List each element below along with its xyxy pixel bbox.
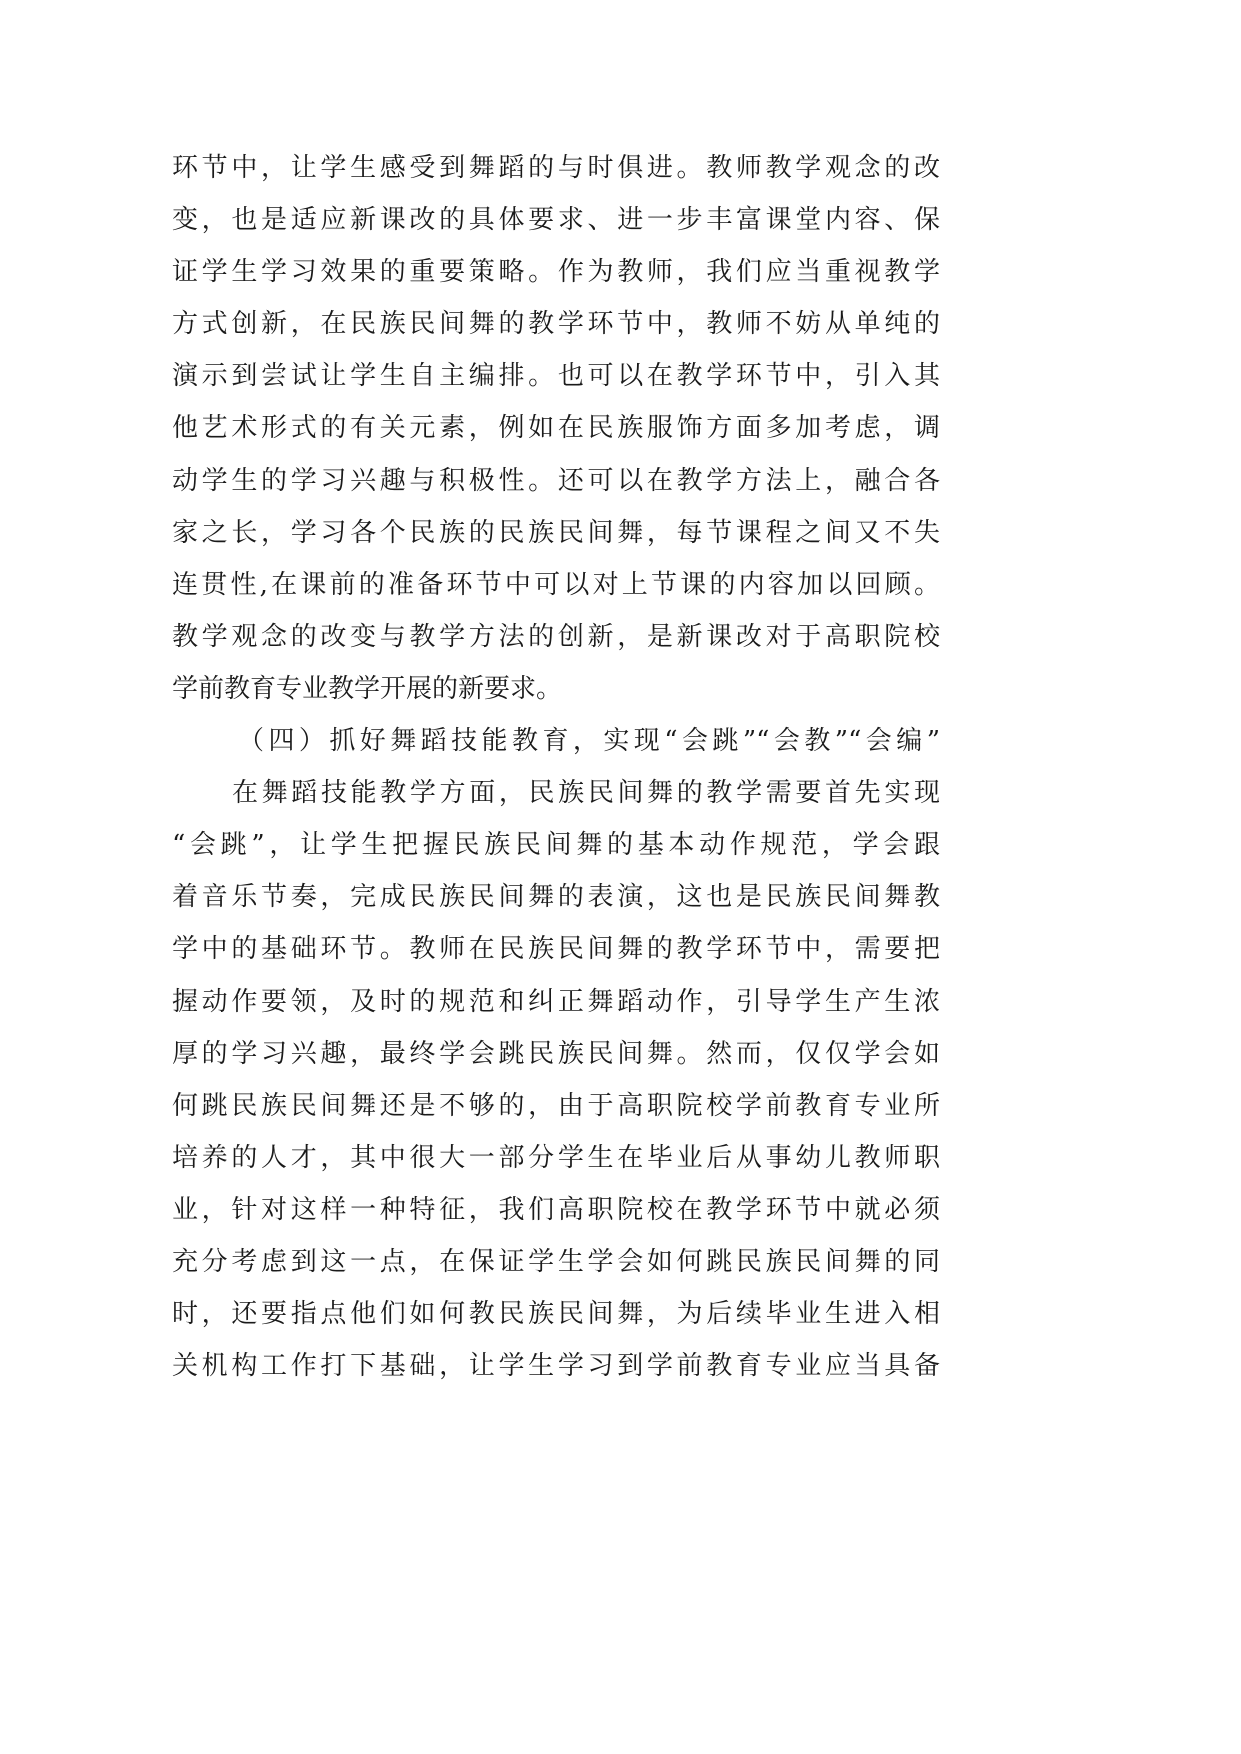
text-line: 变，也是适应新课改的具体要求、进一步丰富课堂内容、保 [172,205,940,236]
text-line: 业，针对这样一种特征，我们高职院校在教学环节中就必须 [172,1194,940,1225]
text-line: 学前教育专业教学开展的新要求。 [172,673,563,704]
text-line: 充分考虑到这一点，在保证学生学会如何跳民族民间舞的同 [172,1246,940,1277]
page-body-text [172,142,940,1392]
text-line: 演示到尝试让学生自主编排。也可以在教学环节中，引入其 [172,361,940,392]
text-line: 方式创新，在民族民间舞的教学环节中，教师不妨从单纯的 [172,309,940,340]
text-line: 握动作要领，及时的规范和纠正舞蹈动作，引导学生产生浓 [172,986,940,1017]
text-line: 他艺术形式的有关元素，例如在民族服饰方面多加考虑，调 [172,413,940,444]
body-paragraph [172,767,940,1392]
text-line: 教学观念的改变与教学方法的创新，是新课改对于高职院校 [172,621,940,652]
text-line: 着音乐节奏，完成民族民间舞的表演，这也是民族民间舞教 [172,882,940,913]
text-line: 何跳民族民间舞还是不够的，由于高职院校学前教育专业所 [172,1090,940,1121]
text-line: 证学生学习效果的重要策略。作为教师，我们应当重视教学 [172,257,940,288]
text-line: 动学生的学习兴趣与积极性。还可以在教学方法上，融合各 [172,465,940,496]
text-line: 环节中，让学生感受到舞蹈的与时俱进。教师教学观念的改 [172,153,940,183]
section-heading: （四）抓好舞蹈技能教育，实现“会跳”“会教”“会编” [238,726,940,757]
text-line: 连贯性,在课前的准备环节中可以对上节课的内容加以回顾。 [172,569,940,600]
text-line: “会跳”，让学生把握民族民间舞的基本动作规范，学会跟 [172,830,940,861]
text-line: 在舞蹈技能教学方面，民族民间舞的教学需要首先实现 [232,778,940,809]
text-line: 关机构工作打下基础，让学生学习到学前教育专业应当具备 [172,1351,940,1382]
text-line: 培养的人才，其中很大一部分学生在毕业后从事幼儿教师职 [172,1142,940,1173]
body-paragraph [172,142,940,715]
text-line: 时，还要指点他们如何教民族民间舞，为后续毕业生进入相 [172,1299,940,1330]
text-line: 学中的基础环节。教师在民族民间舞的教学环节中，需要把 [172,934,940,965]
text-line: 家之长，学习各个民族的民族民间舞，每节课程之间又不失 [172,517,940,548]
text-line: 厚的学习兴趣，最终学会跳民族民间舞。然而，仅仅学会如 [172,1038,940,1069]
